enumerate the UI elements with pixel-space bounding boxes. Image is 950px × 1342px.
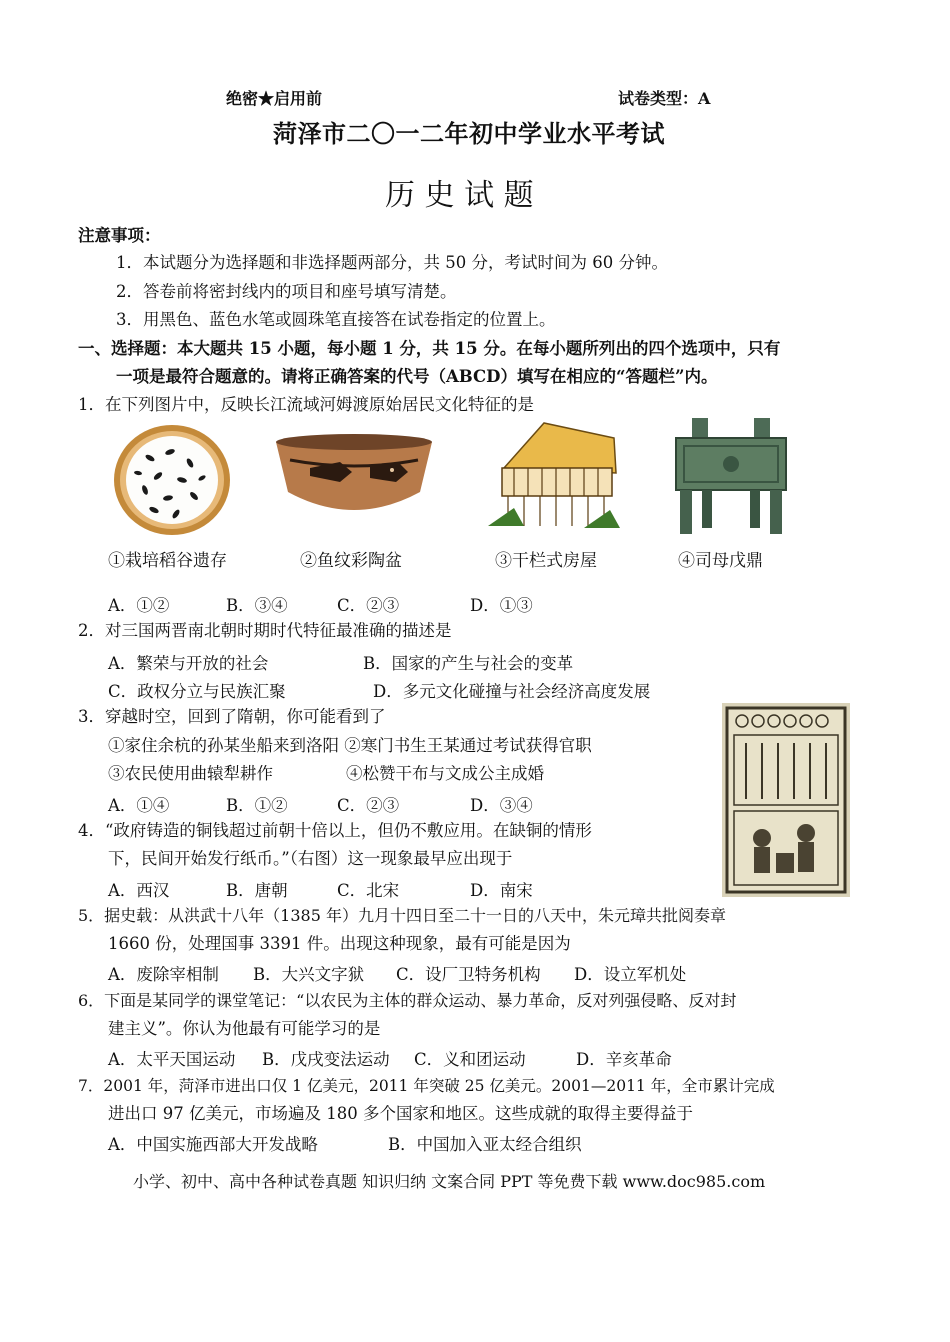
q1-caption: ④司母戊鼎 [678, 551, 763, 571]
q1-option-b: B．③④ [226, 596, 288, 615]
q3-item: ④松赞干布与文成公主成婚 [346, 764, 544, 783]
q5-stem: 5．据史载：从洪武十八年（1385 年）九月十四日至二十一日的八天中，朱元璋共批阅奏章 [78, 906, 726, 925]
q1-caption: ②鱼纹彩陶盆 [300, 551, 402, 571]
q1-caption: ③干栏式房屋 [495, 551, 597, 571]
q5-option-b: B．大兴文字狱 [253, 965, 365, 984]
q6-stem-cont: 建主义”。你认为他最有可能学习的是 [108, 1019, 381, 1038]
q2-stem: 2．对三国两晋南北朝时期时代特征最准确的描述是 [78, 621, 452, 640]
q3-option-d: D．③④ [470, 796, 533, 815]
subject-title: 历 史 试 题 [385, 178, 534, 213]
fish-pottery-image [270, 432, 438, 522]
q4-option-a: A．西汉 [108, 881, 170, 900]
q3-option-a: A．①④ [108, 796, 170, 815]
q7-stem: 7．2001 年，菏泽市进出口仅 1 亿美元，2011 年突破 25 亿美元。2001—2011 年，全市累计完成 [78, 1077, 775, 1095]
q1-stem: 1．在下列图片中，反映长江流域河姆渡原始居民文化特征的是 [78, 395, 534, 414]
notice-item: 2．答卷前将密封线内的项目和座号填写清楚。 [116, 282, 457, 301]
q2-option-c: C．政权分立与民族汇聚 [108, 682, 286, 701]
rice-grain-image [110, 418, 234, 538]
notice-item: 3．用黑色、蓝色水笔或圆珠笔直接答在试卷指定的位置上。 [116, 310, 556, 329]
q4-option-b: B．唐朝 [226, 881, 288, 900]
q6-option-c: C．义和团运动 [414, 1050, 526, 1069]
exam-title: 菏泽市二〇一二年初中学业水平考试 [273, 119, 665, 148]
q7-option-b: B．中国加入亚太经合组织 [388, 1135, 582, 1154]
q4-option-d: D．南宋 [470, 881, 533, 900]
q6-stem: 6．下面是某同学的课堂笔记：“以农民为主体的群众运动、暴力革命，反对列强侵略、反对封 [78, 991, 737, 1010]
q6-option-d: D．辛亥革命 [576, 1050, 672, 1069]
q4-option-c: C．北宋 [337, 881, 400, 900]
q3-stem: 3．穿越时空，回到了隋朝，你可能看到了 [78, 707, 386, 726]
paper-money-image [722, 703, 850, 897]
q3-option-c: C．②③ [337, 796, 400, 815]
q6-option-a: A．太平天国运动 [108, 1050, 236, 1069]
confidential-label: 绝密★启用前 [226, 89, 323, 108]
notice-heading: 注意事项： [78, 226, 161, 245]
q1-option-c: C．②③ [337, 596, 400, 615]
q6-option-b: B．戊戌变法运动 [262, 1050, 390, 1069]
q1-option-d: D．①③ [470, 596, 533, 615]
bronze-ding-image [662, 416, 800, 538]
stilt-house-image [484, 418, 626, 533]
q2-option-b: B．国家的产生与社会的变革 [363, 654, 574, 673]
q2-option-a: A．繁荣与开放的社会 [108, 654, 269, 673]
q3-item: ③农民使用曲辕犁耕作 [108, 764, 273, 783]
notice-item: 1．本试题分为选择题和非选择题两部分，共 50 分，考试时间为 60 分钟。 [116, 253, 668, 272]
q5-option-a: A．废除宰相制 [108, 965, 219, 984]
q3-option-b: B．①② [226, 796, 288, 815]
q1-caption: ①栽培稻谷遗存 [108, 551, 227, 571]
q5-stem-cont: 1660 份，处理国事 3391 件。出现这种现象，最有可能是因为 [108, 934, 571, 953]
q3-item: ①家住余杭的孙某坐船来到洛阳 ②寒门书生王某通过考试获得官职 [108, 736, 592, 755]
section-heading: 一、选择题：本大题共 15 小题，每小题 1 分，共 15 分。在每小题所列出的四个选项中，只有 [78, 339, 781, 358]
q7-stem-cont: 进出口 97 亿美元，市场遍及 180 多个国家和地区。这些成就的取得主要得益于 [108, 1104, 693, 1123]
q2-option-d: D．多元文化碰撞与社会经济高度发展 [373, 682, 651, 701]
q7-option-a: A．中国实施西部大开发战略 [108, 1135, 318, 1154]
section-heading-cont: 一项是最符合题意的。请将正确答案的代号（ABCD）填写在相应的“答题栏”内。 [116, 367, 718, 386]
q5-option-d: D．设立军机处 [574, 965, 687, 984]
q1-option-a: A．①② [108, 596, 170, 615]
q5-option-c: C．设厂卫特务机构 [396, 965, 541, 984]
q4-stem-cont: 下，民间开始发行纸币。”（右图）这一现象最早应出现于 [108, 849, 513, 868]
paper-type-label: 试卷类型：A [618, 89, 711, 108]
q4-stem: 4．“政府铸造的铜钱超过前朝十倍以上，但仍不敷应用。在缺铜的情形 [78, 821, 592, 840]
footer-text: 小学、初中、高中各种试卷真题 知识归纳 文案合同 PPT 等免费下载 www.doc985.com [133, 1172, 766, 1191]
